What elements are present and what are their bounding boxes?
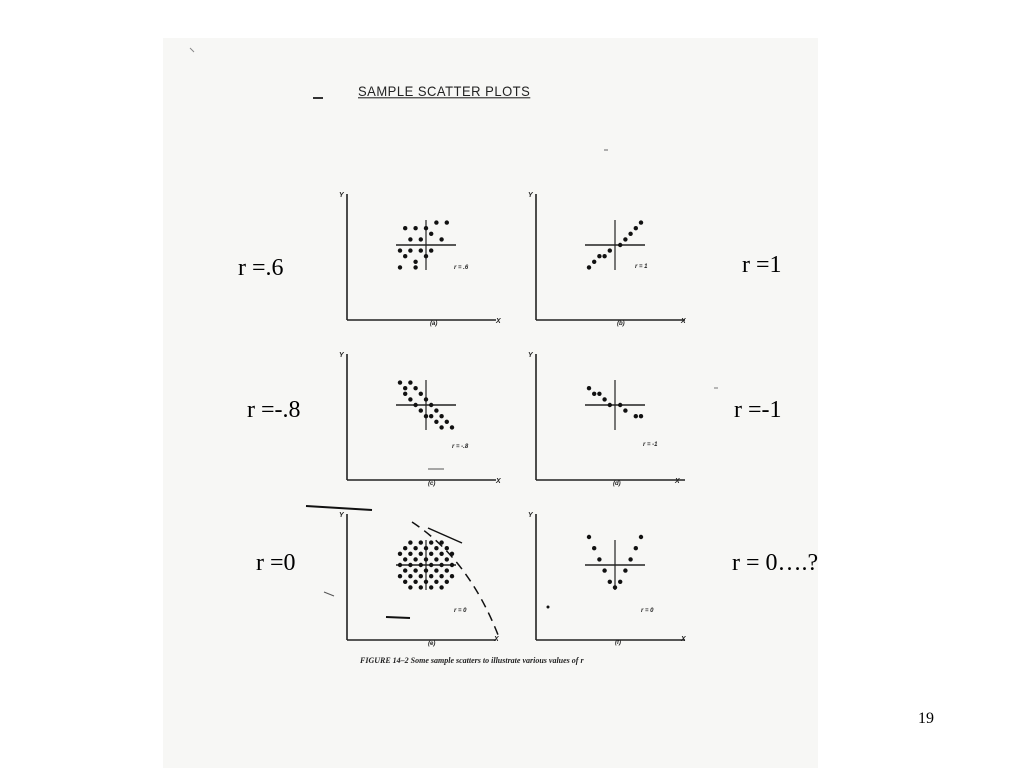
- data-point: [434, 546, 438, 550]
- scatter-plot-e-svg: [336, 510, 496, 640]
- r-value-label: r = 0: [454, 608, 467, 614]
- data-point: [429, 232, 433, 236]
- data-point: [403, 386, 407, 390]
- data-point: [445, 220, 449, 224]
- data-point: [408, 540, 412, 544]
- scatter-plot-c: [336, 350, 501, 487]
- data-point: [445, 546, 449, 550]
- x-axis-label: X: [681, 318, 686, 325]
- data-point: [445, 568, 449, 572]
- scatter-plot-f-svg: [525, 510, 685, 640]
- data-point: [408, 380, 412, 384]
- r-value-label: r = 1: [635, 264, 648, 270]
- data-point: [434, 568, 438, 572]
- data-point: [439, 574, 443, 578]
- data-point: [413, 580, 417, 584]
- data-point: [429, 585, 433, 589]
- data-point: [403, 580, 407, 584]
- data-point: [398, 380, 402, 384]
- data-point: [628, 557, 632, 561]
- data-point: [403, 557, 407, 561]
- data-point: [592, 260, 596, 264]
- data-point: [445, 420, 449, 424]
- data-point: [602, 397, 606, 401]
- data-point: [597, 392, 601, 396]
- y-axis-label: Y: [339, 192, 344, 199]
- data-point: [439, 425, 443, 429]
- annotation-r-neg-0.8: r =-.8: [247, 397, 301, 423]
- scatter-plot-a-svg: [336, 190, 496, 320]
- data-point: [413, 568, 417, 572]
- subplot-label: (a): [430, 321, 438, 327]
- data-point: [429, 540, 433, 544]
- data-point: [587, 535, 591, 539]
- data-point: [419, 392, 423, 396]
- data-point: [424, 546, 428, 550]
- data-point: [634, 546, 638, 550]
- data-point: [419, 552, 423, 556]
- data-point: [450, 552, 454, 556]
- data-point: [408, 237, 412, 241]
- annotation-r-0.6: r =.6: [238, 255, 284, 281]
- annotation-r-1: r =1: [742, 252, 782, 278]
- data-point: [413, 386, 417, 390]
- data-point: [408, 552, 412, 556]
- y-axis-label: Y: [528, 352, 533, 359]
- scatter-plot-b: [525, 190, 686, 327]
- data-point: [592, 392, 596, 396]
- data-point: [450, 425, 454, 429]
- data-point: [623, 237, 627, 241]
- data-point: [429, 563, 433, 567]
- data-point: [398, 563, 402, 567]
- data-point: [403, 226, 407, 230]
- data-point: [434, 557, 438, 561]
- data-point: [639, 414, 643, 418]
- data-point: [587, 386, 591, 390]
- data-point: [434, 580, 438, 584]
- x-axis-label: X: [494, 636, 499, 643]
- data-point: [618, 580, 622, 584]
- data-point: [424, 557, 428, 561]
- scatter-plot-d: [525, 350, 685, 487]
- data-point: [419, 585, 423, 589]
- data-point: [445, 557, 449, 561]
- data-point: [403, 392, 407, 396]
- data-point: [413, 260, 417, 264]
- data-point: [439, 414, 443, 418]
- data-point: [634, 226, 638, 230]
- data-point: [439, 237, 443, 241]
- data-point: [429, 574, 433, 578]
- subplot-label: (c): [428, 481, 436, 487]
- data-point: [419, 408, 423, 412]
- data-point: [618, 403, 622, 407]
- x-axis-label: X: [496, 318, 501, 325]
- data-point: [408, 248, 412, 252]
- x-axis-label: X: [496, 478, 501, 485]
- subplot-label: (f): [615, 640, 621, 646]
- data-point: [403, 568, 407, 572]
- data-point: [424, 226, 428, 230]
- data-point: [408, 563, 412, 567]
- data-point: [398, 265, 402, 269]
- data-point: [403, 254, 407, 258]
- data-point: [608, 580, 612, 584]
- data-point: [434, 220, 438, 224]
- data-point: [439, 540, 443, 544]
- y-axis-label: Y: [528, 192, 533, 199]
- data-point: [602, 568, 606, 572]
- data-point: [413, 265, 417, 269]
- data-point: [628, 232, 632, 236]
- r-value-label: r = -1: [643, 442, 658, 448]
- r-value-label: r = 0: [641, 608, 654, 614]
- data-point: [413, 403, 417, 407]
- data-point: [602, 254, 606, 258]
- data-point: [424, 397, 428, 401]
- scatter-plot-b-svg: [525, 190, 685, 320]
- subplot-label: (e): [428, 641, 436, 647]
- data-point: [450, 574, 454, 578]
- x-axis-label: X: [675, 478, 680, 485]
- data-point: [429, 552, 433, 556]
- scatter-plot-e: [336, 510, 499, 647]
- data-point: [608, 403, 612, 407]
- data-point: [408, 397, 412, 401]
- subplot-label: (b): [617, 321, 625, 327]
- data-point: [398, 574, 402, 578]
- y-axis-label: Y: [339, 352, 344, 359]
- data-point: [623, 568, 627, 572]
- data-point: [398, 248, 402, 252]
- subplot-label: (d): [613, 481, 621, 487]
- data-point: [419, 540, 423, 544]
- data-point: [424, 254, 428, 258]
- data-point: [592, 546, 596, 550]
- data-point: [424, 580, 428, 584]
- scatter-plot-a: [336, 190, 501, 327]
- data-point: [429, 248, 433, 252]
- data-point: [419, 574, 423, 578]
- data-point: [597, 557, 601, 561]
- data-point: [424, 414, 428, 418]
- data-point: [434, 408, 438, 412]
- page-number: 19: [918, 710, 934, 727]
- data-point: [429, 403, 433, 407]
- scatter-plot-d-svg: [525, 350, 685, 480]
- data-point: [413, 557, 417, 561]
- data-point: [639, 535, 643, 539]
- data-point: [419, 563, 423, 567]
- data-point: [439, 563, 443, 567]
- y-axis-label: Y: [528, 512, 533, 519]
- r-value-label: r = -.8: [452, 444, 469, 450]
- data-point: [450, 563, 454, 567]
- data-point: [419, 248, 423, 252]
- scatter-plot-c-svg: [336, 350, 496, 480]
- x-axis-label: X: [681, 636, 686, 643]
- data-point: [618, 243, 622, 247]
- data-point: [429, 414, 433, 418]
- data-point: [419, 237, 423, 241]
- data-point: [408, 585, 412, 589]
- data-point: [408, 574, 412, 578]
- data-point: [445, 580, 449, 584]
- data-point: [403, 546, 407, 550]
- data-point: [639, 220, 643, 224]
- figure-caption: FIGURE 14–2 Some sample scatters to illustrate various values of r: [360, 656, 584, 665]
- data-point: [439, 585, 443, 589]
- data-point: [398, 552, 402, 556]
- data-point: [413, 546, 417, 550]
- annotation-r-neg-1: r =-1: [734, 397, 782, 423]
- data-point: [608, 248, 612, 252]
- data-point: [413, 226, 417, 230]
- data-point: [434, 420, 438, 424]
- figure-title: SAMPLE SCATTER PLOTS: [358, 83, 531, 100]
- annotation-r-0: r =0: [256, 550, 296, 576]
- data-point: [613, 585, 617, 589]
- data-point: [439, 552, 443, 556]
- data-point: [597, 254, 601, 258]
- data-point: [424, 568, 428, 572]
- scatter-plot-f: [525, 510, 686, 646]
- data-point: [634, 414, 638, 418]
- r-value-label: r = .6: [454, 265, 469, 271]
- data-point: [623, 408, 627, 412]
- data-point: [587, 265, 591, 269]
- y-axis-label: Y: [339, 512, 344, 519]
- title-dash: [313, 97, 323, 99]
- annotation-r-0-question: r = 0….?: [732, 550, 819, 576]
